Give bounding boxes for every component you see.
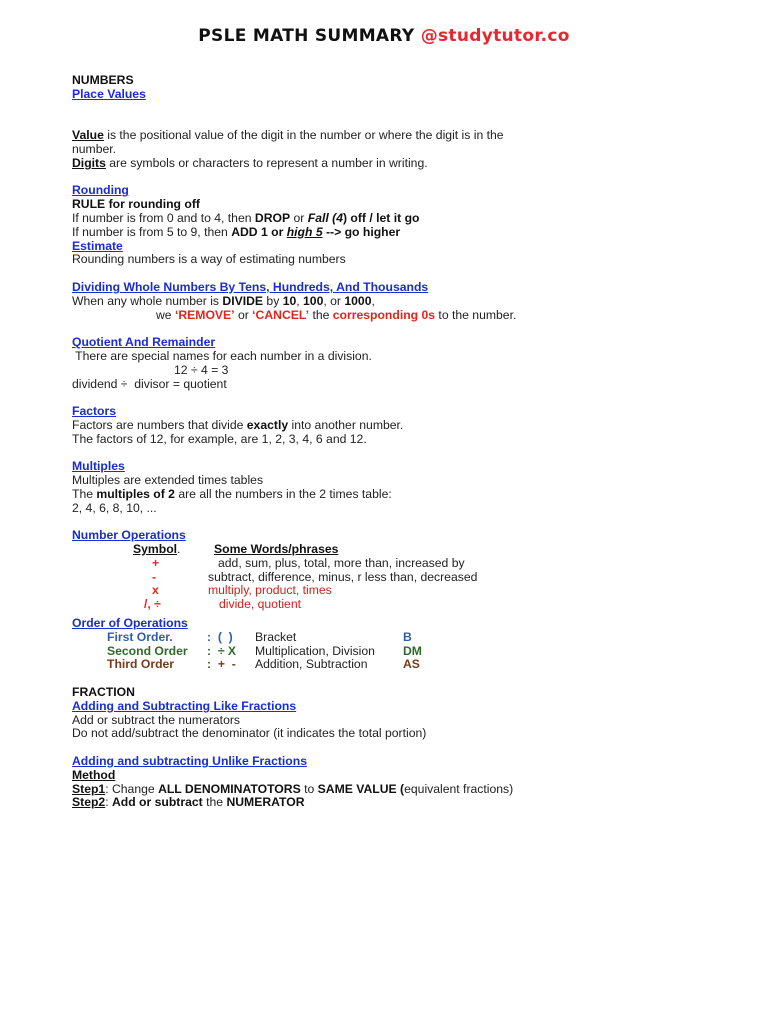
factors-line-1 xyxy=(72,419,542,433)
f1b: exactly xyxy=(246,417,289,432)
estimate-link[interactable]: Estimate xyxy=(72,238,123,253)
like-fractions-link[interactable]: Adding and Subtracting Like Fractions xyxy=(72,698,297,713)
order-symbol: : ÷ X xyxy=(207,643,237,658)
brand-handle: @studytutor.co xyxy=(420,26,570,46)
order-code: B xyxy=(403,629,412,644)
dividing-link[interactable]: Dividing Whole Numbers By Tens, Hundreds, And Thousands xyxy=(72,279,429,294)
unlike-fractions-link[interactable]: Adding and subtracting Unlike Fractions xyxy=(72,754,307,769)
quotient-line-3: dividend ÷ divisor = quotient xyxy=(72,376,227,391)
operation-row xyxy=(72,598,542,612)
s2c: the xyxy=(202,795,227,810)
d1a: When any whole number is xyxy=(72,293,223,308)
title-text: PSLE MATH SUMMARY xyxy=(198,26,415,46)
d2d: ‘CANCEL’ xyxy=(252,307,310,322)
r1e: ) off / let it go xyxy=(342,210,420,225)
order-code: AS xyxy=(403,657,420,672)
r2c: high 5 xyxy=(286,224,323,239)
step1-label: Step1 xyxy=(72,781,106,796)
op-words: multiply, product, times xyxy=(208,583,332,598)
s1b: ALL DENOMINATOTORS xyxy=(158,781,301,796)
rounding-line-2 xyxy=(72,226,542,240)
order-desc: Multiplication, Division xyxy=(255,643,375,658)
order-desc: Bracket xyxy=(255,629,297,644)
step-1 xyxy=(72,783,542,797)
multiples-line-2 xyxy=(72,488,542,502)
factors-link[interactable]: Factors xyxy=(72,404,117,419)
operation-row xyxy=(72,557,542,571)
op-symbol: /, ÷ xyxy=(144,597,161,612)
value-text: is the positional value of the digit in the number or where the digit is in the xyxy=(103,128,504,143)
order-desc: Addition, Subtraction xyxy=(255,657,368,672)
op-symbol: - xyxy=(152,569,157,584)
place-values-link[interactable]: Place Values xyxy=(72,86,146,101)
d2g: to the number. xyxy=(435,307,517,322)
fraction-heading: FRACTION xyxy=(72,685,135,700)
order-row xyxy=(72,645,542,659)
factors-line-2: The factors of 12, for example, are 1, 2, 3, 4, 6 and 12. xyxy=(72,431,367,446)
d2a: we xyxy=(156,307,175,322)
col-symbol-dot: . xyxy=(177,542,181,557)
method-label: Method xyxy=(72,767,116,782)
order-code: DM xyxy=(403,643,422,658)
f1c: into another number. xyxy=(288,417,404,432)
d1d: 10 xyxy=(282,293,297,308)
s2a: : xyxy=(105,795,112,810)
m2c: are all the numbers in the 2 times table: xyxy=(174,486,392,501)
rounding-line-1 xyxy=(72,212,542,226)
f1a: Factors are numbers that divide xyxy=(72,417,247,432)
rounding-link[interactable]: Rounding xyxy=(72,183,129,198)
order-row xyxy=(72,631,542,645)
d1g: , or xyxy=(323,293,345,308)
operation-row xyxy=(72,571,542,585)
r2b: ADD 1 or xyxy=(231,224,287,239)
s1c: to xyxy=(300,781,318,796)
digits-term: Digits xyxy=(72,155,106,170)
m2b: multiples of 2 xyxy=(96,486,175,501)
d1i: , xyxy=(371,293,375,308)
step2-label: Step2 xyxy=(72,795,106,810)
multiples-link[interactable]: Multiples xyxy=(72,459,125,474)
operation-row xyxy=(72,584,542,598)
order-name: Second Order xyxy=(107,643,188,658)
order-symbol: : + - xyxy=(207,657,236,672)
d2e: the xyxy=(309,307,333,322)
like-line-2: Do not add/subtract the denominator (it indicates the total portion) xyxy=(72,726,427,741)
order-link[interactable]: Order of Operations xyxy=(72,616,188,631)
value-term: Value xyxy=(72,128,104,143)
d2c: or xyxy=(234,307,253,322)
op-words: divide, quotient xyxy=(219,597,301,612)
s1a: : Change xyxy=(105,781,159,796)
document-body xyxy=(72,74,542,810)
d1b: DIVIDE xyxy=(222,293,264,308)
multiples-line-1: Multiples are extended times tables xyxy=(72,473,264,488)
operations-header xyxy=(72,543,542,557)
step-2 xyxy=(72,796,542,810)
op-symbol: + xyxy=(152,555,160,570)
d1c: by xyxy=(263,293,283,308)
order-row xyxy=(72,658,542,672)
r2d: --> go higher xyxy=(322,224,401,239)
s1d: SAME VALUE ( xyxy=(317,781,405,796)
m2a: The xyxy=(72,486,97,501)
d1f: 100 xyxy=(303,293,324,308)
page-title xyxy=(0,26,768,46)
op-words: subtract, difference, minus, r less than, decreased xyxy=(208,569,478,584)
digits-line xyxy=(72,157,542,171)
digits-text: are symbols or characters to represent a number in writing. xyxy=(105,155,428,170)
col-symbol: Symbol xyxy=(133,542,178,557)
r1a: If number is from 0 and to 4, then xyxy=(72,210,255,225)
r1b: DROP xyxy=(254,210,291,225)
r1c: or xyxy=(290,210,308,225)
dividing-line-2 xyxy=(72,309,542,323)
d1h: 1000 xyxy=(344,293,372,308)
quotient-line-1: There are special names for each number in a division. xyxy=(72,348,372,363)
r1d: Fall (4 xyxy=(307,210,343,225)
value-line xyxy=(72,129,542,143)
s2d: NUMERATOR xyxy=(226,795,305,810)
d1e: , xyxy=(296,293,304,308)
col-words: Some Words/phrases xyxy=(214,542,339,557)
op-words: add, sum, plus, total, more than, increased by xyxy=(218,555,465,570)
r2a: If number is from 5 to 9, then xyxy=(72,224,232,239)
dividing-line-1 xyxy=(72,295,542,309)
quotient-example: 12 ÷ 4 = 3 xyxy=(174,362,229,377)
d2b: ‘REMOVE’ xyxy=(174,307,235,322)
op-symbol: x xyxy=(152,583,159,598)
s1e: equivalent fractions) xyxy=(404,781,514,796)
numbers-heading: NUMBERS xyxy=(72,73,134,87)
order-symbol: : ( ) xyxy=(207,629,233,644)
value-line-cont: number. xyxy=(72,141,117,156)
quotient-link[interactable]: Quotient And Remainder xyxy=(72,335,216,350)
estimate-text: Rounding numbers is a way of estimating numbers xyxy=(72,252,346,267)
multiples-line-3: 2, 4, 6, 8, 10, ... xyxy=(72,500,157,515)
order-name: Third Order xyxy=(107,657,175,672)
order-name: First Order. xyxy=(107,629,173,644)
operations-link[interactable]: Number Operations xyxy=(72,528,186,543)
d2f: corresponding 0s xyxy=(332,307,436,322)
s2b: Add or subtract xyxy=(111,795,203,810)
like-line-1: Add or subtract the numerators xyxy=(72,712,241,727)
rounding-rule: RULE for rounding off xyxy=(72,197,200,212)
